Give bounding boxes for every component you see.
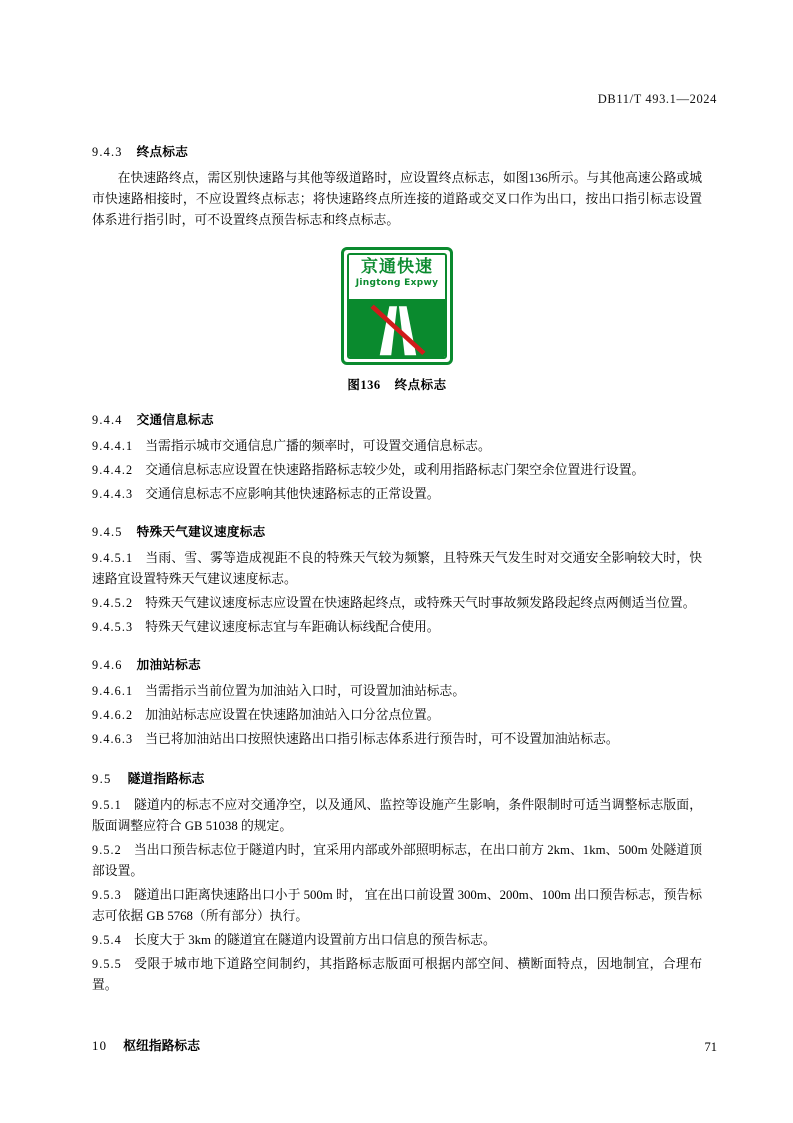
clause-title: 枢纽指路标志 [123,1039,200,1054]
clause-title: 加油站标志 [136,657,202,672]
clause-number: 9.5 [92,772,112,786]
page-content [92,125,702,1062]
clause-item [92,593,702,614]
clause-item [92,617,702,638]
clause-item-number: 9.4.4.3 [92,487,134,501]
clause-item-text: 隧道内的标志不应对交通净空，以及通风、监控等设施产生影响，条件限制时可适当调整标志版面，版面调整应符合 GB 51038 的规定。 [92,798,702,833]
clause-heading-9-4-3 [92,141,702,160]
clause-item-number: 9.4.4.1 [92,439,134,453]
clause-title: 交通信息标志 [136,412,214,427]
clause-item [92,795,702,837]
clause-item-text: 交通信息标志应设置在快速路指路标志较少处，或利用指路标志门架空余位置进行设置。 [145,463,645,477]
figure-caption [92,375,702,393]
clause-item-text: 当需指示当前位置为加油站入口时，可设置加油站标志。 [145,684,466,698]
clause-item-text: 当雨、雪、雾等造成视距不良的特殊天气较为频繁，且特殊天气发生时对交通安全影响较大时，快速路宜设置特殊天气建议速度标志。 [92,551,702,586]
clause-item-text: 当需指示城市交通信息广播的频率时，可设置交通信息标志。 [145,439,491,453]
clause-title: 终点标志 [136,144,189,159]
clause-number: 9.4.3 [92,145,123,159]
clause-title: 特殊天气建议速度标志 [136,524,266,539]
page-header: DB11/T 493.1—2024 [597,92,717,106]
clause-item [92,681,702,702]
clause-item-text: 特殊天气建议速度标志应设置在快速路起终点，或特殊天气时事故频发路段起终点两侧适当位置。 [145,596,696,610]
expressway-symbol-icon [349,299,445,357]
clause-item-number: 9.4.4.2 [92,463,134,477]
clause-item-number: 9.4.5.3 [92,620,134,634]
sign-chinese-name: 京通快速 [361,257,433,277]
clause-item-text: 特殊天气建议速度标志宜与车距确认标线配合使用。 [145,620,440,634]
clause-item [92,885,702,927]
clause-item [92,705,702,726]
clause-item-number: 9.4.6.2 [92,708,134,722]
sign-inner-border [347,253,447,359]
clause-heading-9-4-5 [92,521,702,540]
clause-item [92,840,702,882]
clause-item-text: 当已将加油站出口按照快速路出口指引标志体系进行预告时，可不设置加油站标志。 [145,732,619,746]
clause-item-number: 9.5.1 [92,798,122,812]
clause-item [92,460,702,481]
clause-item-number: 9.4.5.2 [92,596,134,610]
sign-english-name: Jingtong Expwy [355,278,439,288]
clause-item-text: 受限于城市地下道路空间制约，其指路标志版面可根据内部空间、横断面特点，因地制宜，合理布置。 [92,957,702,992]
sign-text-block [349,255,445,299]
figure-caption-number: 图136 [347,378,381,392]
clause-item [92,930,702,951]
clause-item-text: 长度大于 3km 的隧道宜在隧道内设置前方出口信息的预告标志。 [133,933,496,947]
clause-item-number: 9.5.5 [92,957,122,971]
clause-item-text: 当出口预告标志位于隧道内时，宜采用内部或外部照明标志，在出口前方 2km、1km、500m 处隧道顶部设置。 [92,843,702,878]
clause-item [92,436,702,457]
clause-item-text: 加油站标志应设置在快速路加油站入口分岔点位置。 [145,708,440,722]
clause-item-number: 9.4.6.3 [92,732,134,746]
clause-item-text: 交通信息标志不应影响其他快速路标志的正常设置。 [145,487,440,501]
clause-item [92,484,702,505]
clause-item [92,548,702,590]
clause-number: 9.4.6 [92,658,123,672]
clause-item-number: 9.5.4 [92,933,122,947]
clause-number: 10 [92,1039,108,1053]
clause-item-number: 9.4.5.1 [92,551,134,565]
paragraph-9-4-3: 在快速路终点，需区别快速路与其他等级道路时，应设置终点标志，如图136所示。与其他高速公路或城市快速路相接时，不应设置终点标志；将快速路终点所连接的道路或交叉口作为出口，按出口指引标志设置体系进行指引时，可不设置终点预告标志和终点标志。 [92,171,702,227]
figure-caption-text: 终点标志 [394,377,447,392]
clause-item [92,954,702,996]
clause-item [92,729,702,750]
page-number: 71 [704,1040,717,1054]
clause-item-number: 9.5.2 [92,843,122,857]
clause-heading-9-4-6 [92,654,702,673]
clause-item-number: 9.5.3 [92,888,122,902]
clause-heading-9-5 [92,768,702,787]
clause-number: 9.4.4 [92,413,123,427]
sign-symbol-area [349,299,445,357]
clause-item-number: 9.4.6.1 [92,684,134,698]
expressway-end-sign [341,247,453,365]
clause-item-text: 隧道出口距离快速路出口小于 500m 时， 宜在出口前设置 300m、200m、100m 出口预告标志，预告标志可依据 GB 5768（所有部分）执行。 [92,888,702,923]
clause-heading-9-4-4 [92,409,702,428]
clause-number: 9.4.5 [92,525,123,539]
section-spacer [92,999,702,1017]
figure-136 [92,247,702,393]
clause-heading-10 [92,1035,702,1054]
clause-title: 隧道指路标志 [127,772,205,787]
